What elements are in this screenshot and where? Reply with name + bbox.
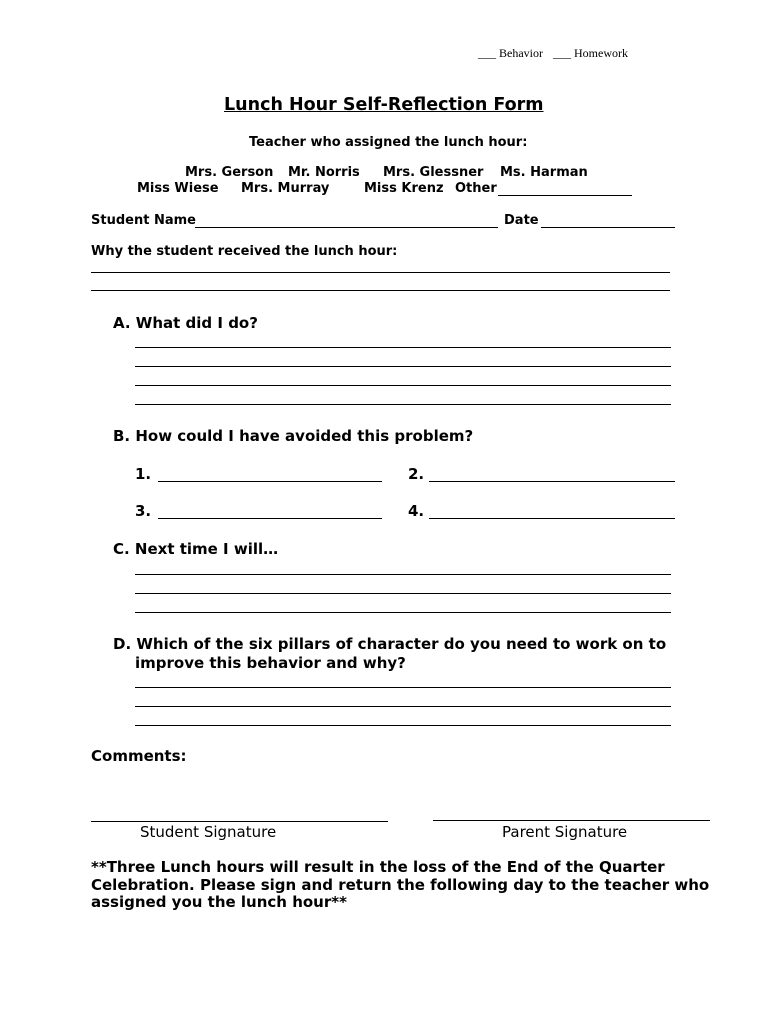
question-c: C. Next time I will… (113, 540, 279, 558)
answer-d-line[interactable] (135, 706, 671, 707)
footer-note-line3: assigned you the lunch hour** (91, 893, 347, 911)
answer-b-number: 2. (408, 465, 425, 483)
answer-b-3-field[interactable] (158, 518, 382, 519)
teacher-option-glessner[interactable]: Mrs. Glessner (383, 165, 484, 180)
student-name-label: Student Name (91, 213, 196, 228)
teacher-other-field[interactable] (498, 195, 632, 196)
teacher-prompt: Teacher who assigned the lunch hour: (249, 135, 528, 150)
student-signature-field[interactable] (91, 821, 388, 822)
behavior-label: Behavior (499, 46, 543, 60)
page-title: Lunch Hour Self-Reflection Form (224, 95, 544, 115)
answer-b-1-field[interactable] (158, 481, 382, 482)
answer-d-line[interactable] (135, 725, 671, 726)
teacher-option-gerson[interactable]: Mrs. Gerson (185, 165, 274, 180)
homework-option[interactable] (553, 46, 628, 61)
why-label: Why the student received the lunch hour: (91, 244, 398, 259)
answer-a-line[interactable] (135, 347, 671, 348)
behavior-blank[interactable]: ___ (478, 46, 496, 60)
answer-c-line[interactable] (135, 574, 671, 575)
date-field[interactable] (541, 227, 675, 228)
answer-c-line[interactable] (135, 612, 671, 613)
teacher-option-krenz[interactable]: Miss Krenz (364, 181, 444, 196)
answer-a-line[interactable] (135, 366, 671, 367)
answer-c-line[interactable] (135, 593, 671, 594)
footer-note-line2: Celebration. Please sign and return the following day to the teacher who (91, 876, 710, 894)
teacher-other-label: Other (455, 181, 497, 196)
behavior-option[interactable] (478, 46, 543, 61)
answer-a-line[interactable] (135, 404, 671, 405)
teacher-option-murray[interactable]: Mrs. Murray (241, 181, 330, 196)
teacher-option-harman[interactable]: Ms. Harman (500, 165, 588, 180)
homework-label: Homework (574, 46, 628, 60)
question-a: A. What did I do? (113, 314, 258, 332)
date-label: Date (504, 213, 539, 228)
footer-note-line1: **Three Lunch hours will result in the loss of the End of the Quarter (91, 858, 665, 876)
question-b: B. How could I have avoided this problem? (113, 427, 474, 445)
comments-label: Comments: (91, 747, 187, 765)
answer-b-2-field[interactable] (429, 481, 675, 482)
answer-b-number: 4. (408, 502, 425, 520)
answer-a-line[interactable] (135, 385, 671, 386)
student-signature-label: Student Signature (140, 823, 277, 841)
why-field-line[interactable] (91, 290, 670, 291)
question-d-line1: D. Which of the six pillars of character do you need to work on to (113, 635, 667, 653)
teacher-option-wiese[interactable]: Miss Wiese (137, 181, 219, 196)
question-d-line2: improve this behavior and why? (135, 654, 406, 672)
answer-d-line[interactable] (135, 687, 671, 688)
homework-blank[interactable]: ___ (553, 46, 571, 60)
student-name-field[interactable] (195, 227, 498, 228)
answer-b-number: 1. (135, 465, 152, 483)
parent-signature-label: Parent Signature (502, 823, 628, 841)
answer-b-number: 3. (135, 502, 152, 520)
teacher-option-norris[interactable]: Mr. Norris (288, 165, 360, 180)
answer-b-4-field[interactable] (429, 518, 675, 519)
why-field-line[interactable] (91, 272, 670, 273)
parent-signature-field[interactable] (433, 820, 710, 821)
